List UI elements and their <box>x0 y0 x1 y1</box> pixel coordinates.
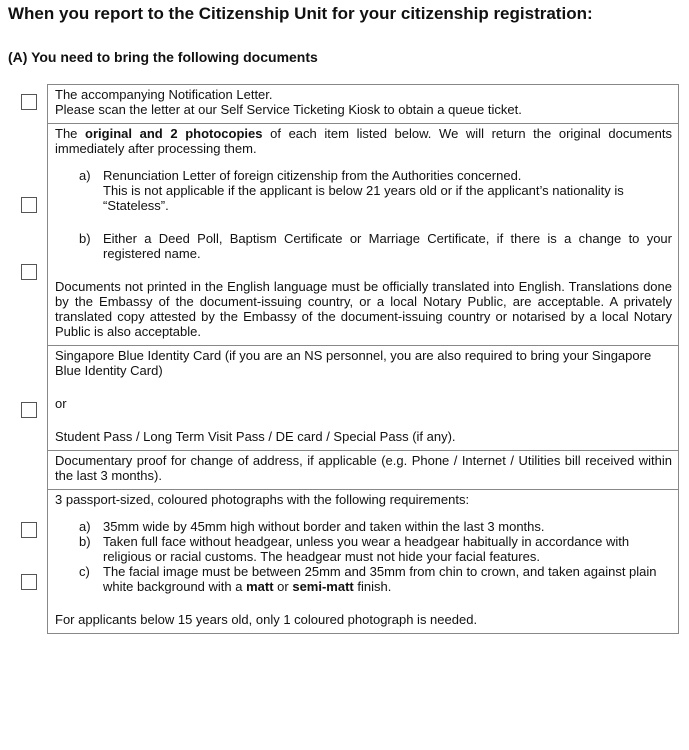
checkbox-photographs[interactable] <box>21 574 37 590</box>
deed-poll-item <box>55 231 672 261</box>
checkbox-notification-letter[interactable] <box>21 94 37 110</box>
item-marker: a) <box>79 168 91 183</box>
deed-poll-text: Either a Deed Poll, Baptism Certificate or Marriage Certificate, if there is a change to your registered name. <box>103 231 672 261</box>
originals-intro <box>55 126 672 156</box>
table-row <box>48 346 679 451</box>
table-row <box>48 85 679 124</box>
address-cell <box>48 451 679 490</box>
or-text: or <box>55 396 67 411</box>
item-marker: b) <box>79 231 91 246</box>
photo-requirements-list <box>79 519 672 594</box>
item-marker: a) <box>79 519 91 534</box>
identity-cell <box>48 346 679 451</box>
kiosk-instruction-text: Please scan the letter at our Self Service Ticketing Kiosk to obtain a queue ticket. <box>55 102 522 117</box>
item-marker: b) <box>79 534 91 549</box>
checkbox-renunciation-letter[interactable] <box>21 197 37 213</box>
checkbox-address-proof[interactable] <box>21 522 37 538</box>
list-item <box>79 564 672 594</box>
checkbox-identity-card[interactable] <box>21 402 37 418</box>
page-title: When you report to the Citizenship Unit for your citizenship registration: <box>8 4 593 23</box>
table-row <box>48 124 679 346</box>
photographs-note: For applicants below 15 years old, only 1 coloured photograph is needed. <box>55 612 478 627</box>
notification-letter-text: The accompanying Notification Letter. <box>55 87 273 102</box>
renunciation-text: Renunciation Letter of foreign citizenship from the Authorities concerned. <box>103 168 522 183</box>
requirement-text-start: The facial image must be between 25mm and 35mm from chin to crown, and taken against plain white background with a <box>103 564 657 594</box>
intro-text-end: of each item listed below. We will return the original documents immediately after processing them. <box>55 126 673 156</box>
item-marker: c) <box>79 564 90 579</box>
list-item <box>79 534 672 564</box>
requirement-text <box>103 564 657 594</box>
renunciation-note: This is not applicable if the applicant is below 21 years old or if the applicant’s nationality is “Stateless”. <box>103 183 624 213</box>
identity-card-text: Singapore Blue Identity Card (if you are an NS personnel, you are also required to bring your Singapore Blue Identity Card) <box>55 348 652 378</box>
photographs-cell <box>48 490 679 634</box>
table-row <box>48 451 679 490</box>
list-item <box>79 519 672 534</box>
originals-cell <box>48 124 679 346</box>
translation-note: Documents not printed in the English language must be officially translated into English. Translations done by the Embassy of the document-issuing country, or a local Notary Public, are acceptable. A privately translated copy attested by the Embassy of the document-issuing country or notarised by a local Notary Public is also acceptable. <box>55 279 672 339</box>
requirement-text-end: finish. <box>353 579 392 594</box>
intro-bold-text: original and 2 photocopies <box>85 126 263 141</box>
passes-text: Student Pass / Long Term Visit Pass / DE card / Special Pass (if any). <box>55 429 456 444</box>
address-proof-text: Documentary proof for change of address, if applicable (e.g. Phone / Internet / Utilities bill received within the last 3 months). <box>55 453 672 483</box>
table-row <box>48 490 679 634</box>
intro-text: The <box>55 126 86 141</box>
renunciation-item <box>55 168 672 213</box>
matt-finish-text: matt <box>246 579 274 594</box>
semi-matt-finish-text: semi-matt <box>292 579 354 594</box>
notification-letter-cell <box>48 85 679 124</box>
requirement-text: 35mm wide by 45mm high without border and taken within the last 3 months. <box>103 519 545 534</box>
requirement-text: Taken full face without headgear, unless you wear a headgear habitually in accordance with religious or racial customs. The headgear must not hide your facial features. <box>103 534 630 564</box>
requirement-text-mid: or <box>273 579 293 594</box>
section-a-title: (A) You need to bring the following documents <box>8 49 318 65</box>
documents-table <box>47 84 679 634</box>
checkbox-deed-poll[interactable] <box>21 264 37 280</box>
photographs-intro: 3 passport-sized, coloured photographs with the following requirements: <box>55 492 470 507</box>
